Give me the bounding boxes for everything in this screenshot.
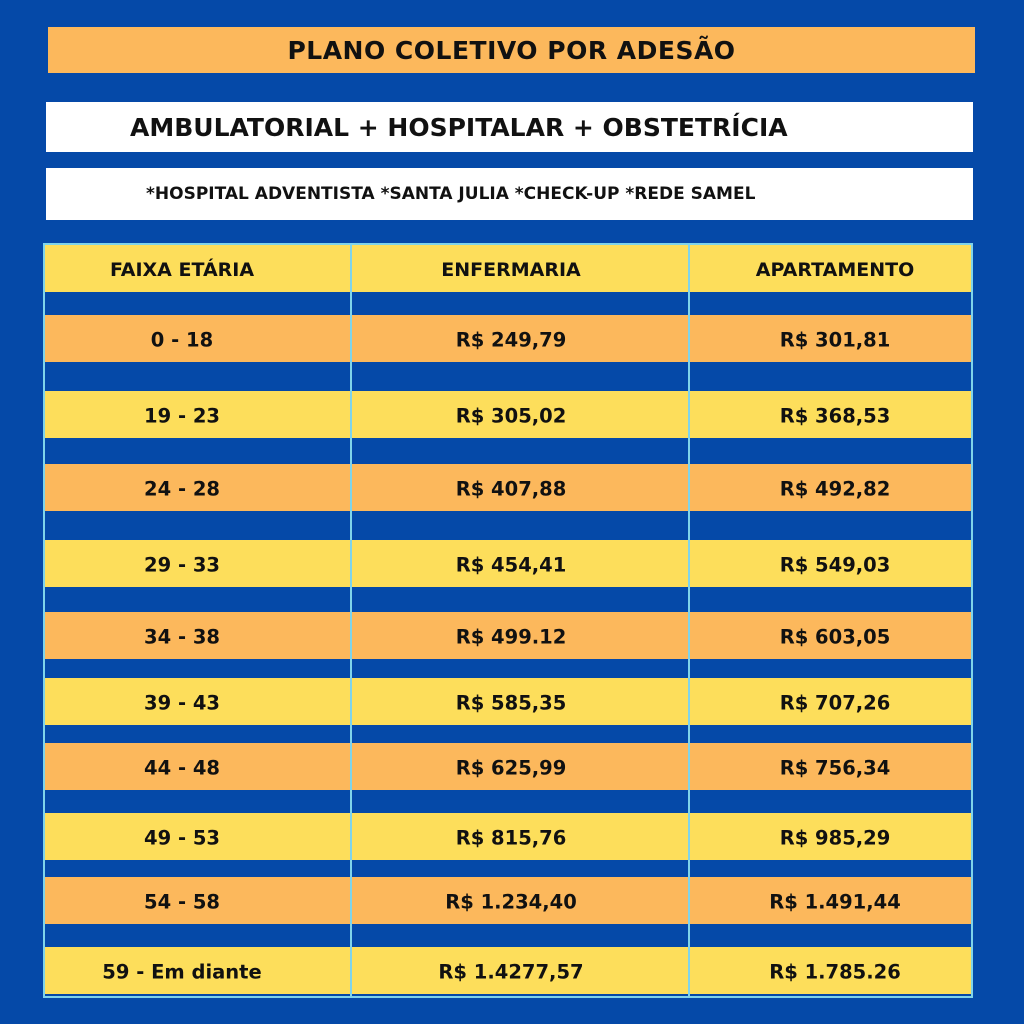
cell-age: 39 - 43 [144,691,220,714]
column-divider [688,245,690,996]
cell-apartamento: R$ 756,34 [779,756,891,779]
column-header-age: FAIXA ETÁRIA [109,259,255,281]
cell-enfermaria: R$ 815,76 [455,826,567,849]
cell-age: 44 - 48 [144,756,220,779]
cell-age: 49 - 53 [144,826,220,849]
cell-enfermaria: R$ 585,35 [455,691,567,714]
cell-age: 0 - 18 [150,328,214,351]
cell-apartamento: R$ 603,05 [779,625,891,648]
column-header-enfermaria: ENFERMARIA [441,259,581,281]
cell-apartamento: R$ 1.785.26 [769,960,901,983]
cell-apartamento: R$ 1.491,44 [769,890,901,913]
cell-apartamento: R$ 985,29 [779,826,891,849]
cell-enfermaria: R$ 1.234,40 [445,890,577,913]
cell-apartamento: R$ 368,53 [779,404,891,427]
cell-enfermaria: R$ 625,99 [455,756,567,779]
cell-age: 54 - 58 [144,890,220,913]
column-divider [350,245,352,996]
cell-apartamento: R$ 549,03 [779,553,891,576]
cell-age: 29 - 33 [144,553,220,576]
cell-age: 34 - 38 [144,625,220,648]
plan-title: PLANO COLETIVO POR ADESÃO [48,27,975,73]
cell-enfermaria: R$ 249,79 [455,328,567,351]
column-header-apartamento: APARTAMENTO [755,259,915,281]
cell-enfermaria: R$ 454,41 [455,553,567,576]
cell-enfermaria: R$ 407,88 [455,477,567,500]
cell-apartamento: R$ 707,26 [779,691,891,714]
cell-enfermaria: R$ 1.4277,57 [438,960,584,983]
coverage-subtitle: AMBULATORIAL + HOSPITALAR + OBSTETRÍCIA [46,102,973,152]
network-hospitals: *HOSPITAL ADVENTISTA *SANTA JULIA *CHECK-UP *REDE SAMEL [46,168,973,220]
cell-age: 59 - Em diante [102,960,262,983]
cell-apartamento: R$ 492,82 [779,477,891,500]
cell-age: 19 - 23 [144,404,220,427]
price-table [43,243,973,998]
cell-age: 24 - 28 [144,477,220,500]
cell-apartamento: R$ 301,81 [779,328,891,351]
cell-enfermaria: R$ 499.12 [455,625,567,648]
cell-enfermaria: R$ 305,02 [455,404,567,427]
